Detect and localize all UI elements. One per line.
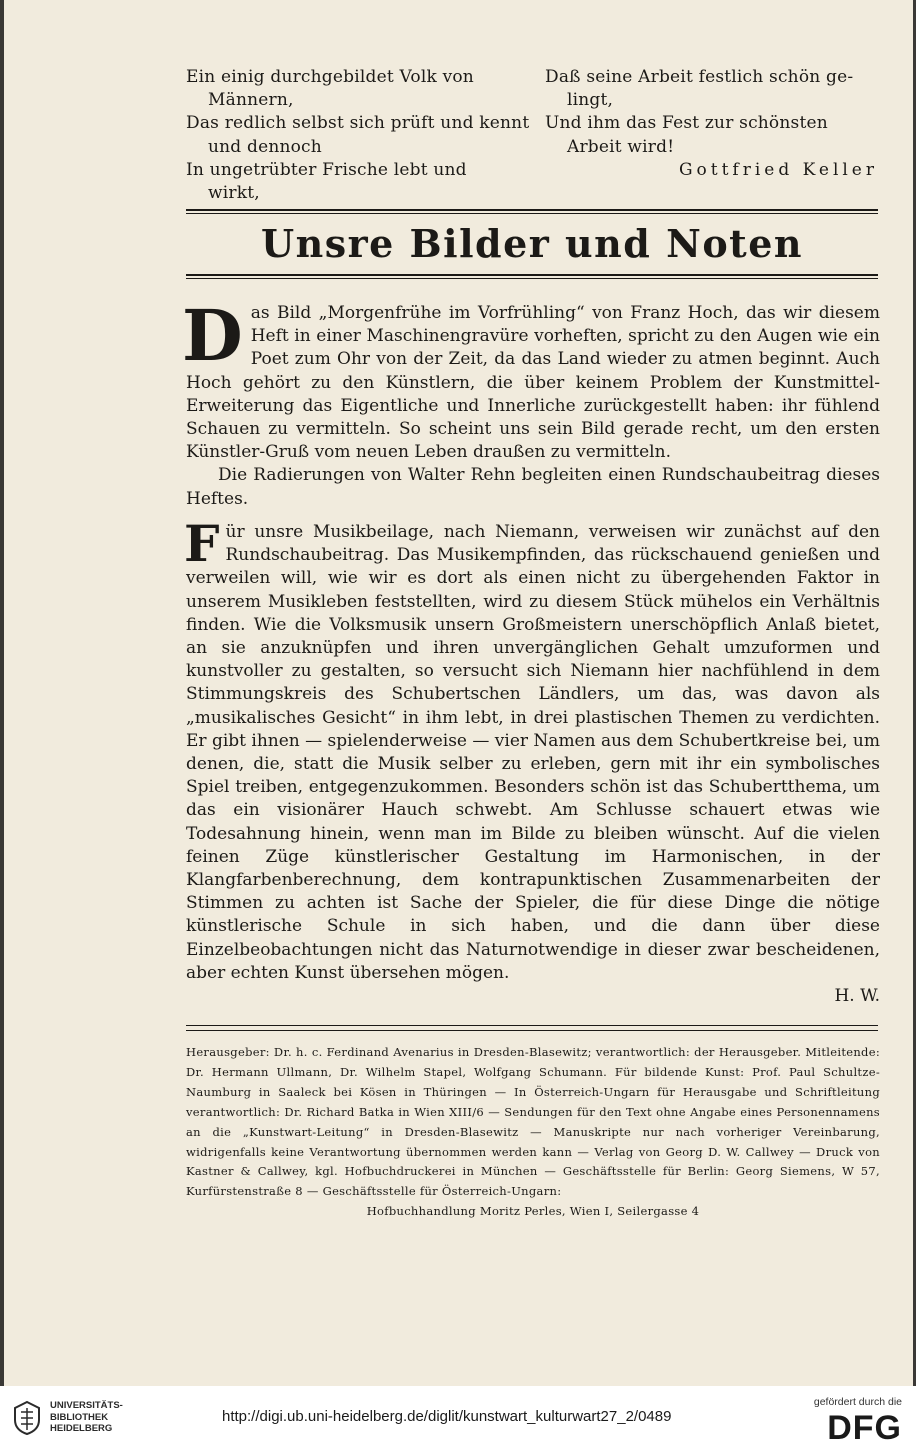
drop-cap: D [182, 294, 243, 377]
poem-line: Und ihm das Fest zur schönsten [545, 113, 828, 134]
paragraph-etchings-note: Die Radierungen von Walter Rehn begleiten einen Rundschaubeitrag dieses Heftes. [186, 465, 880, 509]
paragraph-music-note [184, 514, 880, 985]
poem-left-column [186, 66, 530, 205]
poem-line: Das redlich selbst sich prüft und kennt [186, 113, 530, 134]
poem-line: Daß seine Arbeit festlich schön ge- [545, 67, 854, 87]
poem-author: Gottfried Keller [678, 159, 878, 180]
poem-line: In ungetrübter Frische lebt und [186, 159, 467, 180]
imprint-last-line: Hofbuchhandlung Moritz Perles, Wien I, Seilergasse 4 [366, 1204, 700, 1219]
imprint [186, 1043, 880, 1222]
poem-line: wirkt, [208, 183, 260, 204]
source-url-link[interactable]: http://digi.ub.uni-heidelberg.de/diglit/kunstwart_kulturwart27_2/0489 [222, 1408, 672, 1425]
section-divider-top [186, 209, 878, 214]
dfg-logo: DFG [827, 1409, 902, 1447]
library-name-line: BIBLIOTHEK [50, 1411, 109, 1423]
library-name-line: HEIDELBERG [50, 1423, 113, 1434]
paragraph-text: as Bild „Morgenfrühe im Vorfrühling“ von Franz Hoch, das wir diesem Heft in einer Maschinengravüre vorheften, spricht zu den Augen wie ein Poet zum Ohr von der Zeit, da das Land wieder zu atmen beginnt. Auch Hoch gehört zu den Künstlern, die über keinem Problem der Kunstmittel-Erweiterung das Eigentliche und Innerliche zurückgestellt haben: ihr fühlend Schauen zu vermitteln. So scheint uns sein Bild gerade recht, um den ersten Künstler-Gruß vom neuen Leben draußen zu vermitteln. [186, 303, 880, 463]
digitization-footer [0, 1386, 916, 1452]
funding-label: gefördert durch die [813, 1396, 902, 1408]
imprint-divider [186, 1025, 878, 1026]
poem-line: Männern, [208, 90, 294, 111]
imprint-divider [186, 1030, 878, 1031]
imprint-text: Herausgeber: Dr. h. c. Ferdinand Avenarius in Dresden-Blasewitz; verantwortlich: der Herausgeber. Mitleitende: Dr. Hermann Ullmann, Dr. Wilhelm Stapel, Wolfgang Schumann. Für bildende Kunst: Prof. Paul Schultze-Naumburg in Saaleck bei Kösen in Thüringen — In Österreich-Ungarn für Herausgabe und Schriftleitung verantwortlich: Dr. Richard Batka in Wien XIII/6 — Sendungen für den Text ohne Angabe eines Personennamens an die „Kunstwart-Leitung“ in Dresden-Blasewitz — Manuskripte nur nach vorheriger Vereinbarung, widrigenfalls keine Verantwortung übernommen werden kann — Verlag von Georg D. W. Callwey — Druck von Kastner & Callwey, kgl. Hofbuchdruckerei in München — Geschäftsstelle für Berlin: Georg Siemens, W 57, Kurfürstenstraße 8 — Geschäftsstelle für Österreich-Ungarn: [186, 1045, 880, 1199]
drop-cap: F [184, 514, 220, 573]
library-name [50, 1400, 123, 1435]
article-images [182, 294, 880, 511]
section-title: Unsre Bilder und Noten [260, 221, 804, 266]
library-name-line: UNIVERSITÄTS- [50, 1400, 123, 1411]
paragraph-image-note [182, 294, 880, 464]
article-signature: H. W. [834, 986, 880, 1007]
poem-line: Ein einig durchgebildet Volk von [186, 67, 474, 87]
poem-right-column [545, 66, 880, 182]
article-music [184, 514, 880, 1008]
poem-line: Arbeit wird! [567, 136, 675, 157]
poem-line: lingt, [567, 90, 614, 111]
university-seal-icon [12, 1400, 42, 1436]
section-divider-bottom [186, 274, 878, 279]
poem-line: und dennoch [208, 136, 322, 157]
paragraph-text: ür unsre Musikbeilage, nach Niemann, verweisen wir zunächst auf den Rundschaubeitrag. Das Musikempfinden, das rückschauend genießen und verweilen will, wie wir es dort als einen nicht zu übergehenden Faktor in unserem Musikleben feststellten, wird zu diesem Stück mühelos ein Verhältnis finden. Wie die Volksmusik unsern Großmeistern unerschöpflich Anlaß bietet, an sie anzuknüpfen und ihren unvergänglichen Gehalt umzuformen und kunstvoller zu gestalten, so versucht sich Niemann hier nachfühlend in dem Stimmungskreis des Schubertschen Ländlers, um das, was davon als „musikalisches Gesicht“ in ihm lebt, in drei plastischen Themen zu verdichten. Er gibt ihnen — spielenderweise — vier Namen aus dem Schubertkreise bei, um denen, die, statt die Musik selber zu erleben, gern mit ihr ein symbolisches Spiel treiben, entgegenzukommen. Besonders schön ist das Schubertthema, um das ein visionärer Hauch schwebt. Am Schlusse schauert etwas wie Todesahnung hinein, wenn man im Bilde zu bleiben wünscht. Auf die vielen feinen Züge künstlerischer Gestaltung im Harmonischen, in der Klangfarbenberechnung, dem kontrapunktischen Zusammenarbeiten der Stimmen zu achten ist Sache der Spieler, die für diese Dinge die nötige künstlerische Schule in sich haben, und die dann über diese Einzelbeobachtungen nicht das Naturnotwendige in dieser zwar bescheidenen, aber echten Kunst übersehen mögen. [186, 522, 880, 983]
